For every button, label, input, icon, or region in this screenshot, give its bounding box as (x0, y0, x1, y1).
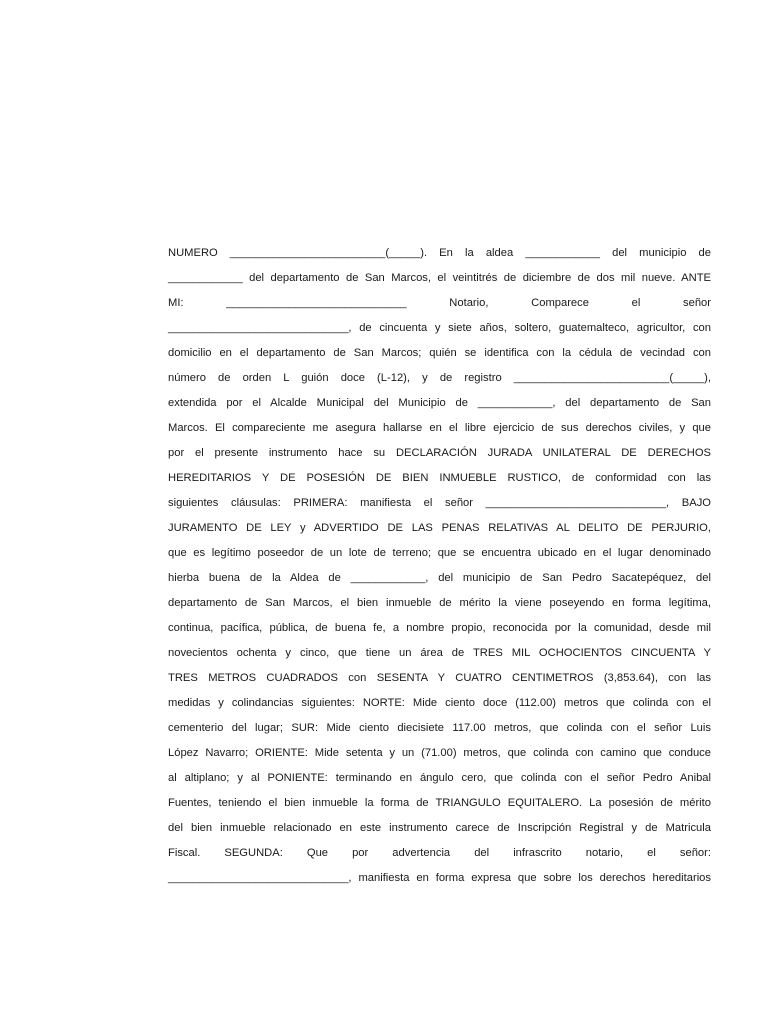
document-line: López Navarro; ORIENTE: Mide setenta y un (71.00) metros, que colinda con camino que conduce (168, 747, 711, 759)
document-line: por el presente instrumento hace su DECLARACIÓN JURADA UNILATERAL DE DERECHOS (168, 447, 711, 459)
document-line: HEREDITARIOS Y DE POSESIÓN DE BIEN INMUEBLE RUSTICO, de conformidad con las (168, 472, 711, 484)
document-line: medidas y colindancias siguientes: NORTE: Mide ciento doce (112.00) metros que colinda con el (168, 697, 711, 709)
document-line: ____________ del departamento de San Marcos, el veintitrés de diciembre de dos mil nueve. ANTE (168, 272, 711, 284)
document-line: número de orden L guión doce (L-12), y de registro _________________________(_____), (168, 372, 711, 384)
document-line: que es legítimo poseedor de un lote de terreno; que se encuentra ubicado en el lugar denominado (168, 547, 711, 559)
document-line: Marcos. El compareciente me asegura hallarse en el libre ejercicio de sus derechos civiles, y que (168, 422, 711, 434)
document-line: NUMERO _________________________(_____). En la aldea ____________ del municipio de (168, 247, 711, 259)
document-line: al altiplano; y al PONIENTE: terminando en ángulo cero, que colinda con el señor Pedro Anibal (168, 772, 711, 784)
document-line: TRES METROS CUADRADOS con SESENTA Y CUATRO CENTIMETROS (3,853.64), con las (168, 672, 711, 684)
document-line: _____________________________, manifiesta en forma expresa que sobre los derechos hereditarios (168, 872, 711, 884)
document-line: continua, pacífica, pública, de buena fe, a nombre propio, reconocida por la comunidad, desde mil (168, 622, 711, 634)
document-line: MI: _____________________________ Notario, Comparece el señor (168, 297, 711, 309)
document-line: Fuentes, teniendo el bien inmueble la forma de TRIANGULO EQUITALERO. La posesión de mérito (168, 797, 711, 809)
document-line: siguientes cláusulas: PRIMERA: manifiesta el señor _____________________________, BAJO (168, 497, 711, 509)
document-line: domicilio en el departamento de San Marcos; quién se identifica con la cédula de vecindad con (168, 347, 711, 359)
document-body (168, 241, 711, 891)
document-line: hierba buena de la Aldea de ____________, del municipio de San Pedro Sacatepéquez, del (168, 572, 711, 584)
document-line: del bien inmueble relacionado en este instrumento carece de Inscripción Registral y de Matricula (168, 822, 711, 834)
document-line: departamento de San Marcos, el bien inmueble de mérito la viene poseyendo en forma legítima, (168, 597, 711, 609)
document-line: extendida por el Alcalde Municipal del Municipio de ____________, del departamento de San (168, 397, 711, 409)
document-line: novecientos ochenta y cinco, que tiene un área de TRES MIL OCHOCIENTOS CINCUENTA Y (168, 647, 711, 659)
document-line: Fiscal. SEGUNDA: Que por advertencia del infrascrito notario, el señor: (168, 847, 711, 859)
document-line: cementerio del lugar; SUR: Mide ciento diecisiete 117.00 metros, que colinda con el señor Luis (168, 722, 711, 734)
document-line: _____________________________, de cincuenta y siete años, soltero, guatemalteco, agricultor, con (168, 322, 711, 334)
document-line: JURAMENTO DE LEY y ADVERTIDO DE LAS PENAS RELATIVAS AL DELITO DE PERJURIO, (168, 522, 711, 534)
